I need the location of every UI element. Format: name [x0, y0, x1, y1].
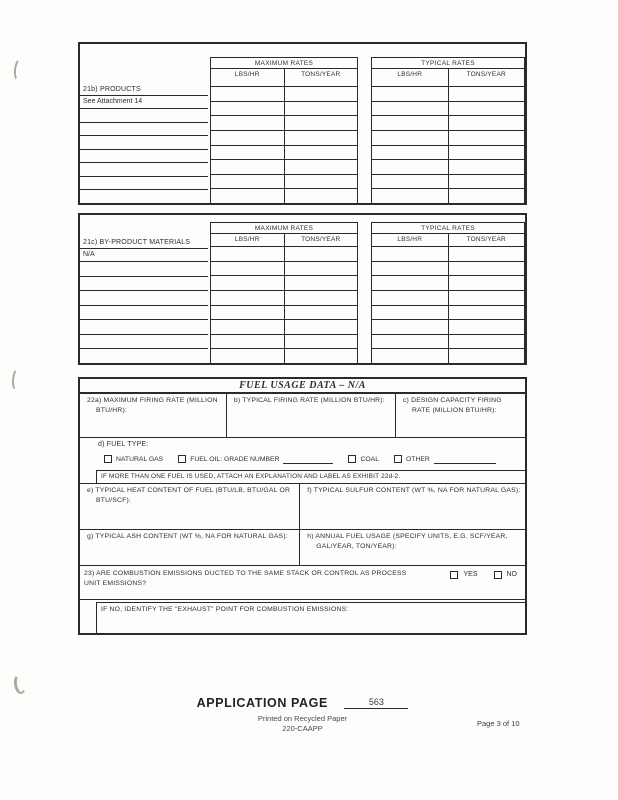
- heat-sulfur-row: [80, 484, 525, 530]
- table-cell: [211, 262, 284, 277]
- other-label: OTHER: [406, 455, 430, 463]
- table-cell: [372, 189, 448, 203]
- table-cell: [372, 146, 448, 161]
- tons-year-header: TONS/YEAR: [285, 69, 358, 87]
- table-cell: [285, 102, 358, 117]
- table-cell: [211, 335, 284, 350]
- table-cell: [449, 335, 525, 350]
- table-cell: [211, 175, 284, 190]
- maximum-rates-columns: [211, 69, 357, 203]
- yes-no-options: [450, 569, 517, 599]
- table-cell: [449, 247, 525, 262]
- fuel-oil-label: FUEL OIL: GRADE NUMBER: [190, 455, 280, 463]
- table-cell: [285, 262, 358, 277]
- table-cell: [372, 335, 448, 350]
- table-cell: [211, 306, 284, 321]
- yes-checkbox[interactable]: [450, 571, 458, 579]
- table-cell: [211, 131, 284, 146]
- typical-rates-columns: [372, 69, 524, 203]
- tons-year-column: [284, 234, 358, 363]
- heat-content-label: e) TYPICAL HEAT CONTENT OF FUEL (BTU/LB, BTU/GAL OR BTU/SCF):: [87, 487, 291, 505]
- table-row: [80, 163, 208, 177]
- table-cell: [449, 276, 525, 291]
- design-firing-rate-field: [396, 394, 525, 437]
- coal-option: [348, 455, 379, 463]
- tons-year-column: [448, 69, 525, 203]
- table-cell: [285, 291, 358, 306]
- table-cell: [285, 247, 358, 262]
- typical-rates-header: TYPICAL RATES: [372, 58, 524, 69]
- table-cell: [372, 87, 448, 102]
- table-row: [80, 177, 208, 191]
- table-cell: [285, 116, 358, 131]
- tons-year-header: TONS/YEAR: [449, 69, 525, 87]
- maximum-rates-columns: [211, 234, 357, 363]
- table-cell: [285, 146, 358, 161]
- tons-year-column: [448, 234, 525, 363]
- table-row: [80, 335, 208, 350]
- no-checkbox[interactable]: [494, 571, 502, 579]
- other-option: [394, 455, 496, 464]
- no-label: NO: [506, 571, 517, 578]
- products-maximum-rates-group: [210, 57, 358, 203]
- table-row: [80, 136, 208, 150]
- table-row: [80, 291, 208, 306]
- maximum-rates-header: MAXIMUM RATES: [211, 58, 357, 69]
- byproducts-label: 21c) BY-PRODUCT MATERIALS: [80, 215, 208, 249]
- table-row: [80, 190, 208, 203]
- annual-fuel-usage-field: [300, 530, 525, 565]
- byproducts-table: [78, 213, 527, 365]
- lbs-hr-column: [372, 69, 448, 203]
- application-page-line: [78, 694, 527, 712]
- table-cell: [285, 131, 358, 146]
- lbs-hr-column: [211, 234, 284, 363]
- fuel-usage-section: [78, 377, 527, 635]
- typical-firing-rate-label: b) TYPICAL FIRING RATE (MILLION BTU/HR):: [233, 397, 385, 404]
- other-checkbox[interactable]: [394, 455, 402, 463]
- table-row: [80, 150, 208, 164]
- typical-firing-rate-field: [227, 394, 396, 437]
- fuel-section-title: FUEL USAGE DATA – N/A: [80, 379, 525, 394]
- multi-fuel-note: IF MORE THAN ONE FUEL IS USED, ATTACH AN EXPLANATION AND LABEL AS EXHIBIT 22d-2.: [96, 470, 525, 483]
- max-firing-rate-field: [80, 394, 227, 437]
- ash-content-field: [80, 530, 300, 565]
- products-table: [78, 42, 527, 205]
- table-cell: [449, 131, 525, 146]
- table-cell: [285, 335, 358, 350]
- typical-rates-columns: [372, 234, 524, 363]
- coal-checkbox[interactable]: [348, 455, 356, 463]
- table-cell: [449, 262, 525, 277]
- table-cell: [372, 116, 448, 131]
- other-fuel-blank[interactable]: [434, 455, 496, 464]
- tons-year-header: TONS/YEAR: [449, 234, 525, 247]
- fuel-oil-checkbox[interactable]: [178, 455, 186, 463]
- table-row: [80, 277, 208, 292]
- table-cell: [372, 102, 448, 117]
- fuel-type-label: d) FUEL TYPE:: [98, 441, 149, 448]
- table-cell: [285, 320, 358, 335]
- grade-number-blank[interactable]: [283, 455, 333, 464]
- table-cell: [211, 160, 284, 175]
- tons-year-column: [284, 69, 358, 203]
- table-cell: [285, 189, 358, 203]
- fuel-type-row: [80, 438, 525, 484]
- table-cell: [372, 175, 448, 190]
- table-cell: [211, 102, 284, 117]
- table-cell: [449, 175, 525, 190]
- scan-mark: [13, 673, 28, 694]
- tons-year-header: TONS/YEAR: [285, 234, 358, 247]
- max-firing-rate-label: 22a) MAXIMUM FIRING RATE (MILLION BTU/HR):: [87, 397, 218, 415]
- table-cell: [211, 349, 284, 363]
- table-cell: [372, 160, 448, 175]
- form-code: 220-CAAPP: [282, 724, 323, 733]
- natural-gas-label: NATURAL GAS: [116, 455, 164, 463]
- table-cell: [372, 262, 448, 277]
- table-cell: [449, 87, 525, 102]
- sulfur-content-field: [300, 484, 525, 529]
- table-cell: [211, 87, 284, 102]
- firing-rate-row: [80, 394, 525, 438]
- products-typical-rates-group: [371, 57, 525, 203]
- table-cell: [449, 291, 525, 306]
- combustion-emissions-row: [80, 566, 525, 600]
- ash-content-label: g) TYPICAL ASH CONTENT (WT %, NA FOR NATURAL GAS):: [87, 533, 288, 540]
- byproducts-label-column: [80, 215, 208, 363]
- table-row: [80, 109, 208, 123]
- table-cell: [449, 102, 525, 117]
- table-cell: [372, 291, 448, 306]
- exhaust-point-field: IF NO, IDENTIFY THE "EXHAUST" POINT FOR COMBUSTION EMISSIONS:: [96, 602, 525, 633]
- table-cell: [285, 160, 358, 175]
- sulfur-content-label: f) TYPICAL SULFUR CONTENT (WT %, NA FOR NATURAL GAS):: [307, 487, 521, 494]
- coal-label: COAL: [360, 455, 379, 463]
- table-cell: [449, 306, 525, 321]
- lbs-hr-column: [372, 234, 448, 363]
- yes-label: YES: [463, 571, 478, 578]
- table-cell: [372, 349, 448, 363]
- fuel-type-options: [80, 448, 525, 470]
- byproducts-maximum-rates-group: [210, 222, 358, 363]
- table-cell: [285, 349, 358, 363]
- table-row: [80, 262, 208, 277]
- lbs-hr-column: [211, 69, 284, 203]
- maximum-rates-header: MAXIMUM RATES: [211, 223, 357, 234]
- natural-gas-checkbox[interactable]: [104, 455, 112, 463]
- design-firing-rate-label: c) DESIGN CAPACITY FIRING RATE (MILLION BTU/HR):: [402, 397, 502, 415]
- byproducts-typical-rates-group: [371, 222, 525, 363]
- table-cell: [449, 320, 525, 335]
- table-row: [80, 306, 208, 321]
- table-cell: [211, 291, 284, 306]
- products-label-column: [80, 44, 208, 203]
- table-cell: [285, 87, 358, 102]
- combustion-emissions-question: 23) ARE COMBUSTION EMISSIONS DUCTED TO THE SAME STACK OR CONTROL AS PROCESS UNIT EMISSIONS?: [84, 570, 407, 588]
- table-cell: [372, 276, 448, 291]
- table-cell: [211, 247, 284, 262]
- fuel-oil-option: [178, 455, 333, 464]
- table-row: [80, 123, 208, 137]
- annual-fuel-usage-label: h) ANNUAL FUEL USAGE (SPECIFY UNITS, E.G. SCF/YEAR, GAL/YEAR, TON/YEAR):: [307, 533, 508, 551]
- table-cell: [211, 116, 284, 131]
- table-row: [80, 320, 208, 335]
- table-cell: [285, 276, 358, 291]
- page-number: Page 3 of 10: [477, 719, 520, 728]
- exhaust-point-row: [80, 600, 525, 633]
- table-cell: [449, 160, 525, 175]
- lbs-hr-header: LBS/HR: [372, 234, 448, 247]
- table-cell: [211, 276, 284, 291]
- lbs-hr-header: LBS/HR: [211, 234, 284, 247]
- application-page-label: APPLICATION PAGE: [196, 696, 328, 710]
- table-cell: [211, 189, 284, 203]
- table-cell: [372, 306, 448, 321]
- natural-gas-option: [104, 455, 163, 463]
- recycled-paper-note: Printed on Recycled Paper: [257, 714, 348, 723]
- table-cell: [449, 146, 525, 161]
- lbs-hr-header: LBS/HR: [372, 69, 448, 87]
- table-row: [80, 349, 208, 363]
- table-cell: [285, 306, 358, 321]
- table-cell: [449, 116, 525, 131]
- table-cell: [449, 349, 525, 363]
- scan-mark: [11, 368, 25, 393]
- heat-content-field: [80, 484, 300, 529]
- typical-rates-header: TYPICAL RATES: [372, 223, 524, 234]
- table-cell: [211, 320, 284, 335]
- table-cell: [449, 189, 525, 203]
- table-cell: [285, 175, 358, 190]
- table-cell: [372, 247, 448, 262]
- table-cell: [372, 320, 448, 335]
- scan-mark: [13, 57, 27, 82]
- table-cell: [372, 131, 448, 146]
- lbs-hr-header: LBS/HR: [211, 69, 284, 87]
- table-cell: [211, 146, 284, 161]
- products-attachment-note: See Attachment 14: [80, 96, 208, 109]
- ash-usage-row: [80, 530, 525, 566]
- byproducts-na-note: N/A: [80, 249, 208, 262]
- products-label: 21b) PRODUCTS: [80, 44, 208, 96]
- application-page-number: 563: [344, 697, 408, 709]
